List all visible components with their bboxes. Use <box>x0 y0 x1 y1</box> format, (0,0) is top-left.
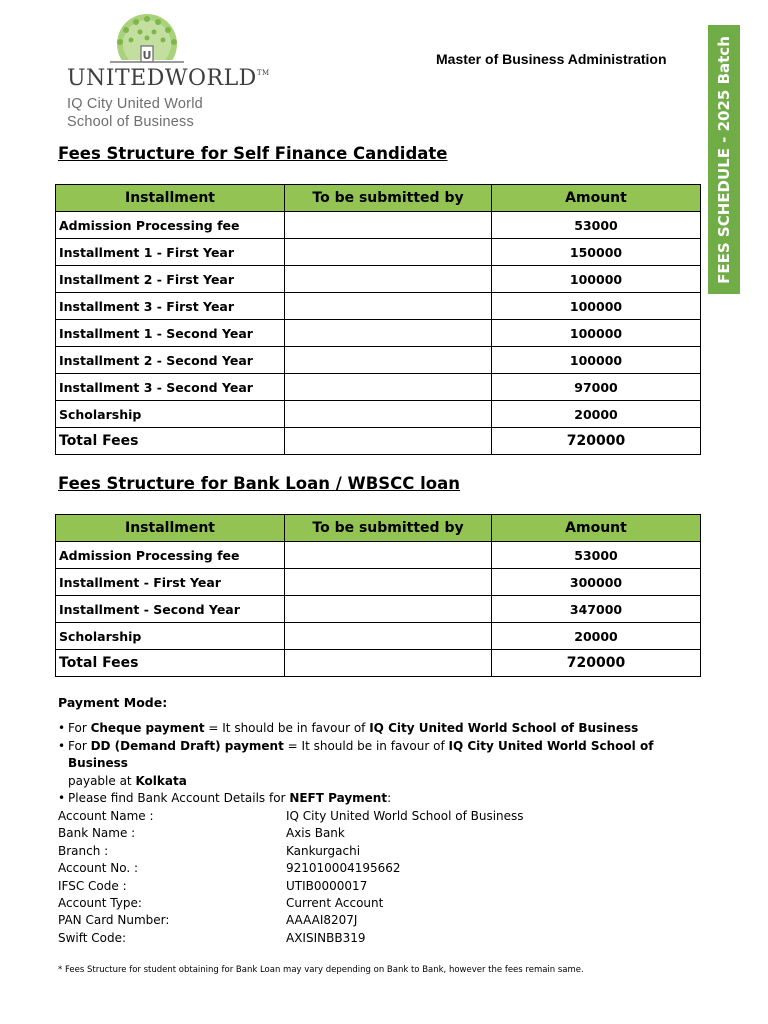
table-row <box>56 401 701 428</box>
submitted-by-cell <box>285 650 492 677</box>
account-detail-row <box>58 930 524 947</box>
amount-cell: 20000 <box>492 623 701 650</box>
account-detail-label: Account No. : <box>58 861 139 876</box>
account-detail-row <box>58 895 524 912</box>
table-row <box>56 266 701 293</box>
submitted-by-cell <box>285 623 492 650</box>
installment-cell: Installment 1 - First Year <box>56 239 285 266</box>
installment-cell: Installment - Second Year <box>56 596 285 623</box>
account-detail-value: IQ City United World School of Business <box>286 809 524 823</box>
table-row <box>56 542 701 569</box>
cheque-bullet: • For Cheque payment = It should be in favour of IQ City United World School of Business <box>58 721 639 735</box>
svg-text:U: U <box>142 49 152 62</box>
total-label: Total Fees <box>56 428 285 455</box>
account-detail-value: Axis Bank <box>286 826 345 841</box>
installment-cell: Scholarship <box>56 623 285 650</box>
submitted-by-cell <box>285 239 492 266</box>
submitted-by-cell <box>285 293 492 320</box>
self-finance-title: Fees Structure for Self Finance Candidate <box>58 144 448 163</box>
payment-bullets <box>58 720 698 808</box>
logo-line-1: IQ City United World <box>67 96 203 112</box>
account-detail-value: Kankurgachi <box>286 843 361 858</box>
account-detail-label: PAN Card Number: <box>58 913 170 928</box>
amount-cell: 347000 <box>492 596 701 623</box>
side-banner: FEES SCHEDULE - 2025 Batch <box>708 25 740 294</box>
table-row <box>56 239 701 266</box>
logo-wordmark: UNITEDWORLD™ <box>67 66 270 91</box>
program-title: Master of Business Administration <box>436 51 667 67</box>
amount-cell: 150000 <box>492 239 701 266</box>
submitted-by-cell <box>285 347 492 374</box>
account-detail-label: Account Name : <box>58 809 154 823</box>
total-amount: 720000 <box>492 650 701 677</box>
neft-bullet: • Please find Bank Account Details for NEFT Payment: <box>58 791 392 805</box>
account-detail-row <box>58 825 524 842</box>
table-row <box>56 293 701 320</box>
installment-cell: Installment 2 - Second Year <box>56 347 285 374</box>
table-header-row <box>56 185 701 212</box>
account-detail-label: Branch : <box>58 843 109 858</box>
account-detail-value: 921010004195662 <box>286 861 401 876</box>
account-detail-row <box>58 808 524 825</box>
total-label: Total Fees <box>56 650 285 677</box>
table-row <box>56 569 701 596</box>
installment-cell: Admission Processing fee <box>56 542 285 569</box>
table-header-row <box>56 515 701 542</box>
submitted-by-cell <box>285 401 492 428</box>
amount-cell: 53000 <box>492 542 701 569</box>
col-amount: Amount <box>492 185 701 212</box>
amount-cell: 20000 <box>492 401 701 428</box>
col-amount: Amount <box>492 515 701 542</box>
amount-cell: 97000 <box>492 374 701 401</box>
installment-cell: Installment 2 - First Year <box>56 266 285 293</box>
account-detail-label: Bank Name : <box>58 826 136 841</box>
submitted-by-cell <box>285 596 492 623</box>
amount-cell: 53000 <box>492 212 701 239</box>
amount-cell: 300000 <box>492 569 701 596</box>
table-row <box>56 212 701 239</box>
total-amount: 720000 <box>492 428 701 455</box>
installment-cell: Installment 3 - First Year <box>56 293 285 320</box>
dd-bullet: • For DD (Demand Draft) payment = It should be in favour of IQ City United World School of Business payable at Kolkata <box>58 738 654 788</box>
amount-cell: 100000 <box>492 320 701 347</box>
amount-cell: 100000 <box>492 266 701 293</box>
col-submitted-by: To be submitted by <box>285 515 492 542</box>
account-details <box>58 808 524 947</box>
col-installment: Installment <box>56 185 285 212</box>
payment-mode-heading: Payment Mode: <box>58 695 168 710</box>
bank-loan-table <box>55 514 701 677</box>
account-detail-value: AAAAI8207J <box>286 913 358 928</box>
account-detail-value: AXISINBB319 <box>286 930 366 945</box>
submitted-by-cell <box>285 266 492 293</box>
footnote: * Fees Structure for student obtaining for Bank Loan may vary depending on Bank to Bank, however the fees remain same. <box>58 965 584 975</box>
total-row <box>56 428 701 455</box>
installment-cell: Admission Processing fee <box>56 212 285 239</box>
col-submitted-by: To be submitted by <box>285 185 492 212</box>
account-detail-value: Current Account <box>286 896 384 911</box>
submitted-by-cell <box>285 569 492 596</box>
total-row <box>56 650 701 677</box>
amount-cell: 100000 <box>492 347 701 374</box>
account-detail-label: Account Type: <box>58 896 142 911</box>
installment-cell: Installment - First Year <box>56 569 285 596</box>
col-installment: Installment <box>56 515 285 542</box>
table-row <box>56 347 701 374</box>
self-finance-table <box>55 184 701 455</box>
table-row <box>56 596 701 623</box>
account-detail-row <box>58 912 524 929</box>
table-row <box>56 623 701 650</box>
account-detail-row <box>58 843 524 860</box>
tree-logo-icon <box>96 12 198 74</box>
installment-cell: Scholarship <box>56 401 285 428</box>
installment-cell: Installment 1 - Second Year <box>56 320 285 347</box>
installment-cell: Installment 3 - Second Year <box>56 374 285 401</box>
submitted-by-cell <box>285 320 492 347</box>
table-row <box>56 320 701 347</box>
submitted-by-cell <box>285 374 492 401</box>
bank-loan-title: Fees Structure for Bank Loan / WBSCC loan <box>58 474 461 493</box>
table-row <box>56 374 701 401</box>
account-detail-label: IFSC Code : <box>58 878 127 893</box>
account-detail-label: Swift Code: <box>58 930 127 945</box>
logo-line-2: School of Business <box>67 114 194 130</box>
account-detail-row <box>58 860 524 877</box>
account-detail-value: UTIB0000017 <box>286 878 368 893</box>
account-detail-row <box>58 878 524 895</box>
amount-cell: 100000 <box>492 293 701 320</box>
submitted-by-cell <box>285 212 492 239</box>
submitted-by-cell <box>285 428 492 455</box>
submitted-by-cell <box>285 542 492 569</box>
